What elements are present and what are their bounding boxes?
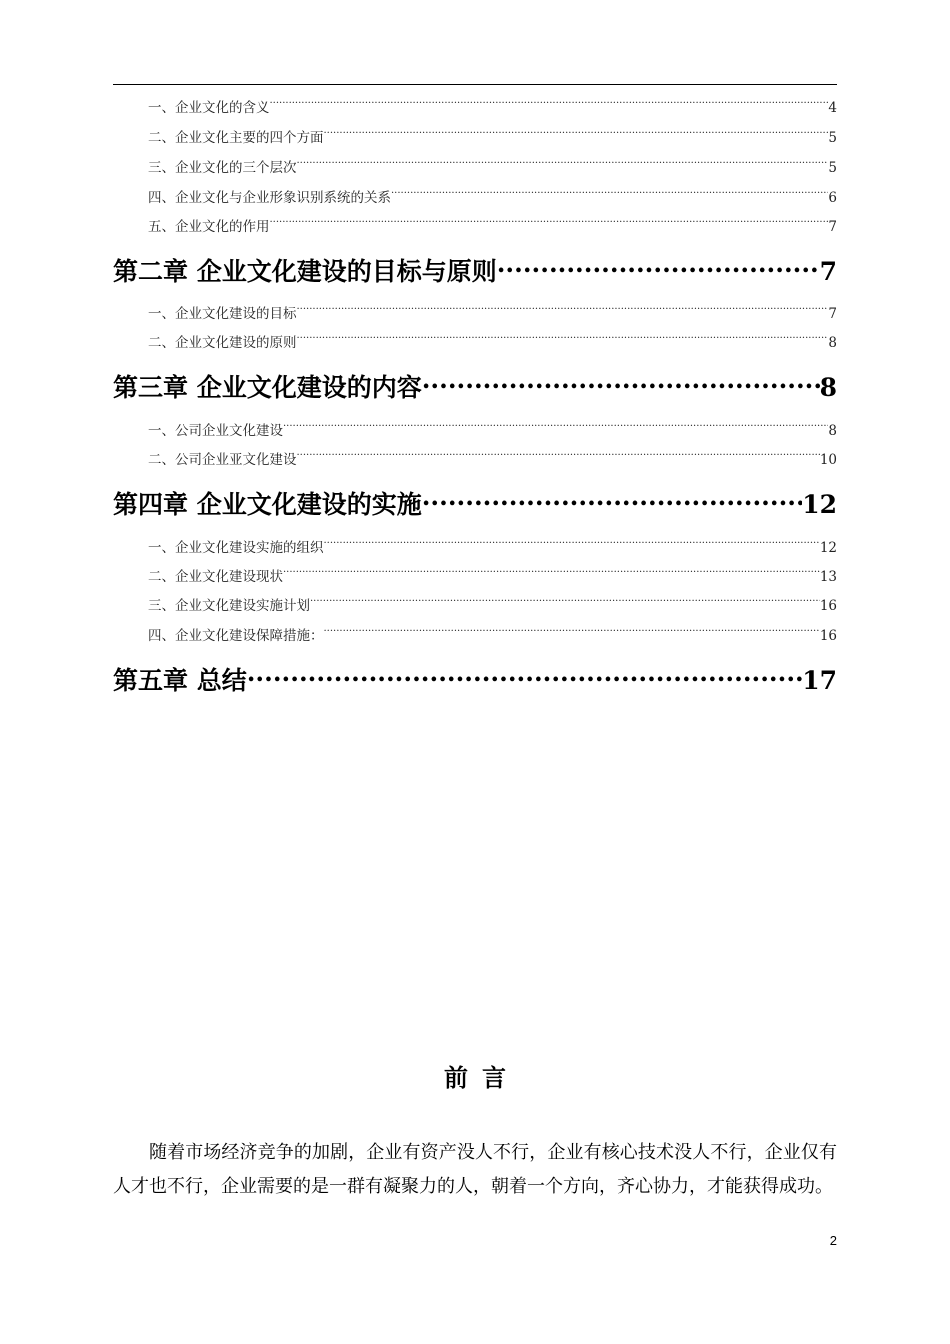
toc-leader-dots [297, 298, 829, 318]
toc-chapter-label: 第五章 总结 [113, 666, 247, 695]
toc-entry[interactable] [113, 561, 837, 585]
toc-entry[interactable] [113, 620, 837, 644]
toc-entry-page: 13 [819, 569, 837, 585]
toc-entry[interactable] [113, 532, 837, 556]
preface-title: 前言 [444, 1063, 520, 1092]
toc-entry-page: 5 [828, 130, 837, 146]
toc-chapter-entry[interactable] [113, 657, 837, 695]
toc-entry-label: 四、企业文化建设保障措施： [148, 628, 324, 644]
toc-chapter-page: 17 [802, 666, 837, 695]
toc-leader-dots [297, 327, 829, 347]
toc-entry-label: 二、企业文化建设现状 [148, 569, 283, 585]
toc-chapter-entry[interactable] [113, 248, 837, 286]
toc-entry-page: 4 [828, 100, 837, 116]
toc-entry-page: 16 [819, 628, 837, 644]
toc-leader-dots [297, 444, 820, 464]
toc-entry-label: 二、公司企业亚文化建设 [148, 452, 297, 468]
toc-chapter-entry[interactable] [113, 364, 837, 402]
toc-leader-dots [310, 590, 820, 610]
page-number: 2 [829, 1233, 837, 1248]
toc-chapter-page: 8 [819, 373, 837, 402]
toc-entry-label: 一、企业文化建设实施的组织 [148, 540, 324, 556]
toc-entry-page: 8 [828, 335, 837, 351]
toc-chapter-page: 7 [819, 257, 837, 286]
toc-entry-page: 12 [819, 540, 837, 556]
toc-entry-label: 一、企业文化建设的目标 [148, 306, 297, 322]
toc-entry-label: 三、企业文化建设实施计划 [148, 598, 310, 614]
toc-entry-label: 一、公司企业文化建设 [148, 423, 283, 439]
toc-entry-page: 7 [828, 219, 837, 235]
toc-entry-page: 16 [819, 598, 837, 614]
toc-leader-dots [270, 211, 829, 231]
toc-leader-dots [324, 620, 820, 640]
toc-entry[interactable] [113, 122, 837, 146]
toc-chapter-entry[interactable] [113, 481, 837, 519]
toc-leader-dots [497, 248, 820, 280]
toc-leader-dots [422, 481, 802, 513]
toc-leader-dots [297, 152, 829, 172]
toc-chapter-label: 第二章 企业文化建设的目标与原则 [113, 257, 497, 286]
toc-chapter-label: 第三章 企业文化建设的内容 [113, 373, 422, 402]
toc-entry-label: 四、企业文化与企业形象识别系统的关系 [148, 190, 391, 206]
toc-entry[interactable] [113, 298, 837, 322]
toc-entry[interactable] [113, 182, 837, 206]
toc-entry-page: 8 [828, 423, 837, 439]
header-rule [113, 84, 837, 85]
toc-leader-dots [391, 182, 828, 202]
toc-entry-label: 五、企业文化的作用 [148, 219, 270, 235]
toc-entry-page: 10 [819, 452, 837, 468]
toc-entry[interactable] [113, 152, 837, 176]
toc-entry-label: 二、企业文化建设的原则 [148, 335, 297, 351]
toc-leader-dots [283, 561, 820, 581]
toc-entry-page: 5 [828, 160, 837, 176]
toc-entry[interactable] [113, 327, 837, 351]
toc-entry-label: 三、企业文化的三个层次 [148, 160, 297, 176]
toc-leader-dots [283, 415, 828, 435]
toc-entry[interactable] [113, 92, 837, 116]
toc-leader-dots [324, 122, 829, 142]
toc-entry-label: 二、企业文化主要的四个方面 [148, 130, 324, 146]
toc-entry[interactable] [113, 444, 837, 468]
preface-paragraph: 随着市场经济竞争的加剧，企业有资产没人不行，企业有核心技术没人不行，企业仅有人才也不行，企业需要的是一群有凝聚力的人，朝着一个方向，齐心协力，才能获得成功。 [113, 1142, 837, 1197]
toc-leader-dots [270, 92, 829, 112]
toc-leader-dots [247, 657, 802, 689]
toc-entry[interactable] [113, 590, 837, 614]
toc-chapter-label: 第四章 企业文化建设的实施 [113, 490, 422, 519]
toc-leader-dots [422, 364, 820, 396]
toc-entry[interactable] [113, 415, 837, 439]
toc-entry-page: 6 [828, 190, 837, 206]
toc-entry-label: 一、企业文化的含义 [148, 100, 270, 116]
toc-entry-page: 7 [828, 306, 837, 322]
toc-chapter-page: 12 [802, 490, 837, 519]
toc-leader-dots [324, 532, 820, 552]
toc-entry[interactable] [113, 211, 837, 235]
